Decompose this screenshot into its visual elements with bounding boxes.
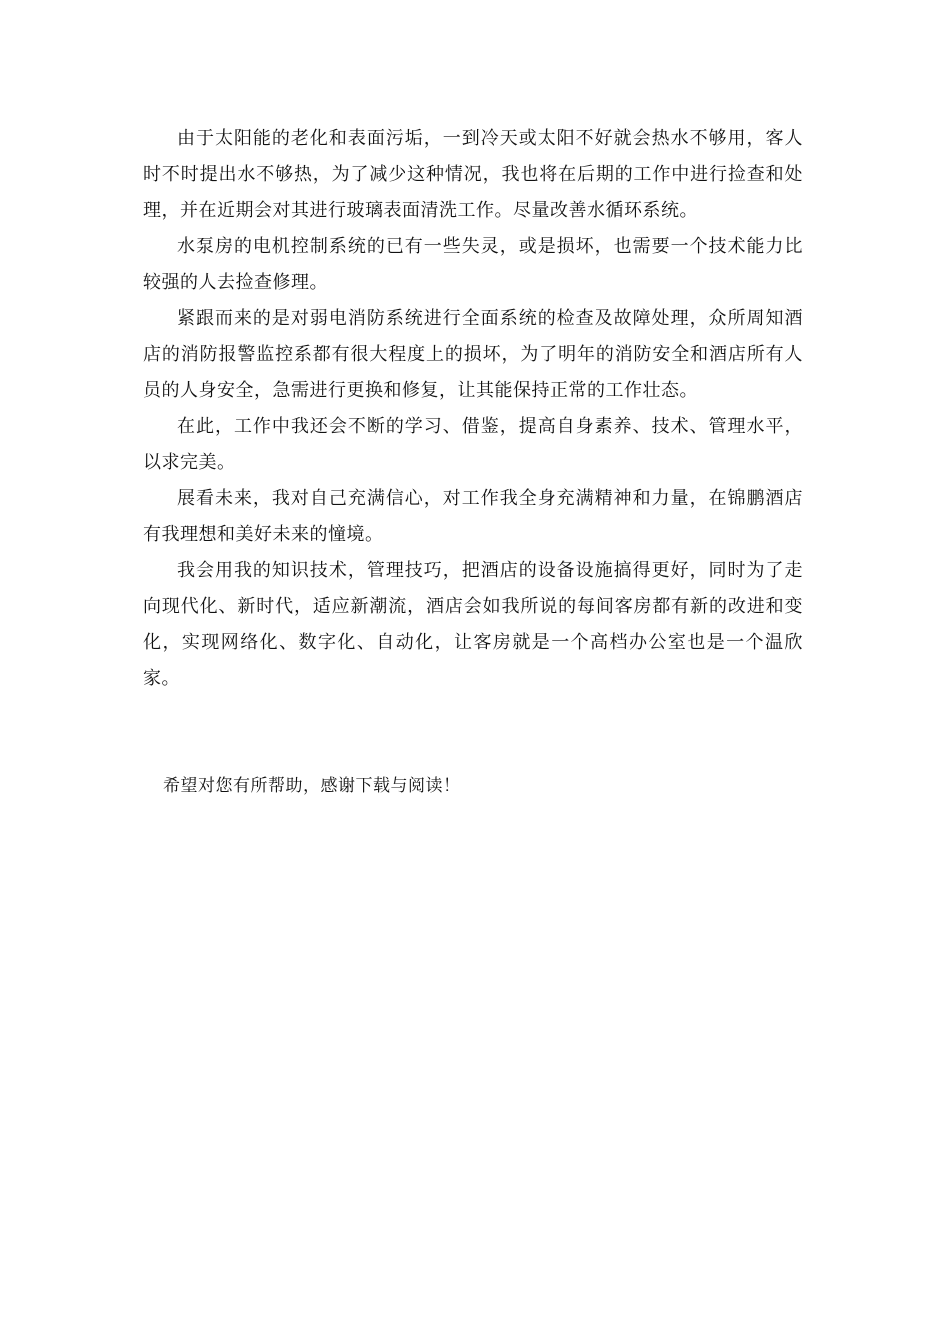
paragraph-self-improvement: 在此，工作中我还会不断的学习、借鉴，提高自身素养、技术、管理水平，以求完美。 bbox=[143, 416, 803, 473]
paragraph-modernization: 我会用我的知识技术，管理技巧，把酒店的设备设施搞得更好，同时为了走向现代化、新时代，适应新潮流，酒店会如我所说的每间客房都有新的改进和变化，实现网络化、数字化、自动化，让客房就是一个高档办公室也是一个温欣家。 bbox=[143, 560, 803, 689]
paragraph-pump-room: 水泵房的电机控制系统的已有一些失灵，或是损坏，也需要一个技术能力比较强的人去捡查修理。 bbox=[143, 236, 803, 293]
closing-line: 希望对您有所帮助，感谢下载与阅读！ bbox=[163, 776, 461, 796]
paragraph-fire-system: 紧跟而来的是对弱电消防系统进行全面系统的检查及故障处理，众所周知酒店的消防报警监控系都有很大程度上的损坏，为了明年的消防安全和酒店所有人员的人身安全，急需进行更换和修复，让其能保持正常的工作壮态。 bbox=[143, 308, 803, 401]
paragraph-solar-water: 由于太阳能的老化和表面污垢，一到冷天或太阳不好就会热水不够用，客人时不时提出水不够热，为了减少这种情况，我也将在后期的工作中进行捡查和处理，并在近期会对其进行玻璃表面清洗工作。尽量改善水循环系统。 bbox=[143, 128, 803, 221]
document-body bbox=[143, 121, 803, 697]
paragraph-future-outlook: 展看未来，我对自己充满信心，对工作我全身充满精神和力量，在锦鹏酒店有我理想和美好未来的憧境。 bbox=[143, 488, 803, 545]
